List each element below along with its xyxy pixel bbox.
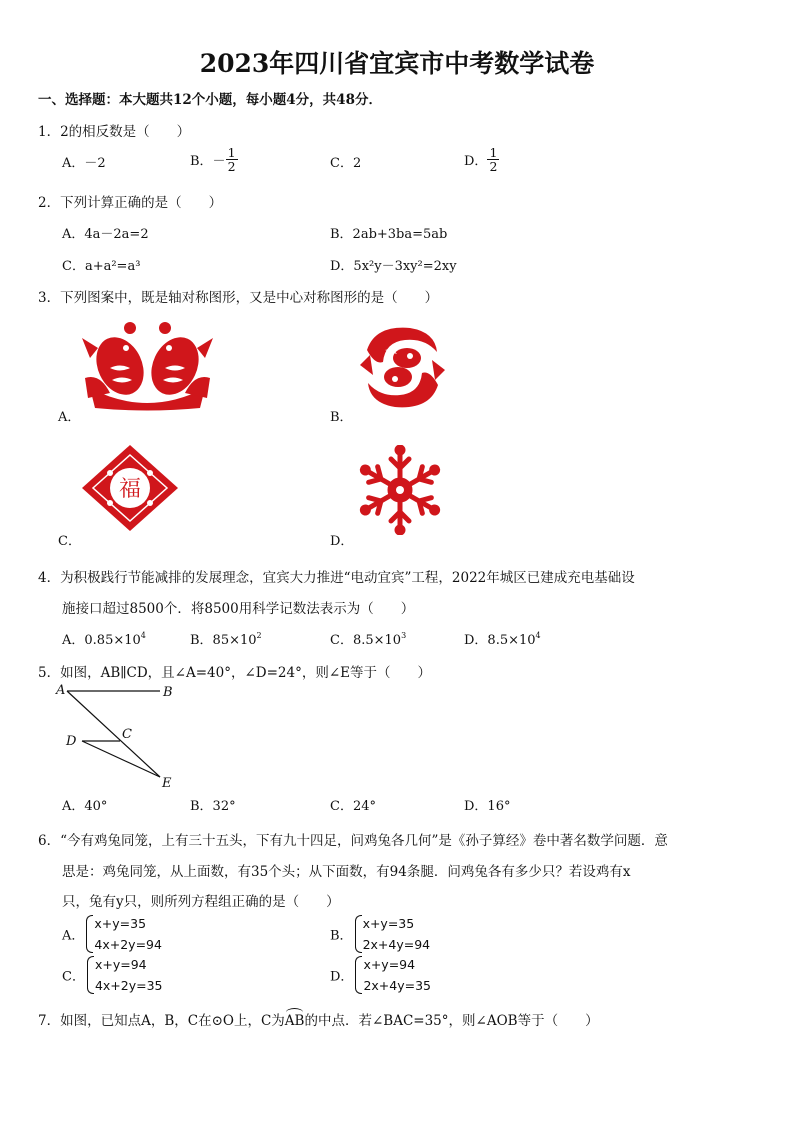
q6-option-b: B． x+y=35 2x+4y=94 [330,913,430,955]
q6-stem-line3: 只，兔有y只，则所列方程组正确的是（ ） [62,894,340,910]
q5-option-a: A．40° [62,799,108,814]
section-heading: 一、选择题：本大题共12个小题，每小题4分，共48分． [38,92,382,108]
papercut-snowflake-image [355,445,445,535]
q3-stem: 3．下列图案中，既是轴对称图形，又是中心对称图形的是（ ） [38,290,439,306]
q1-option-c: C．2 [330,156,362,171]
q1-d-fraction: $\frac{1}{2}$ [489,145,498,175]
papercut-fu-diamond-image [80,443,180,533]
q5-option-c: C．24° [330,799,376,814]
q5-geometry-figure [52,680,182,792]
papercut-swirl-image [355,320,450,415]
q3-option-a: A． [58,410,81,425]
q6-c-system: x+y=94 4x+2y=35 [85,954,163,996]
q7-stem: 7．如图，已知点A，B，C在⊙O上，C为AB的中点．若∠BAC=35°，则∠AOB等于（ ） [38,1013,599,1029]
q1-stem: 1．2的相反数是（ ） [38,124,191,140]
q1-option-a: A．－2 [62,156,106,171]
q2-option-a: A．4a－2a=2 [62,227,149,242]
q4-option-d: D．$8.5\times 10^4$ [464,631,541,648]
q3-option-d: D． [330,534,354,549]
q6-option-c: C． x+y=94 4x+2y=35 [62,954,163,996]
q3-option-b: B． [330,410,353,425]
q2-option-d: D．5x²y－3xy²=2xy [330,259,457,274]
q4-option-a: A．$0.85\times 10^4$ [62,631,146,648]
line-de [82,741,160,777]
q4-option-c: C．$8.5\times 10^3$ [330,631,407,648]
page-title: 2023年四川省宜宾市中考数学试卷 [199,49,595,78]
q2-option-b: B．2ab+3ba=5ab [330,227,448,242]
q1-option-b: B．－ $\frac{1}{2}$ [190,145,236,175]
q6-b-system: x+y=35 2x+4y=94 [353,913,431,955]
label-a: A [56,683,66,698]
q5-stem: 5．如图，AB∥CD，且∠A=40°，∠D=24°，则∠E等于（ ） [38,665,431,681]
q4-stem-line2: 施接口超过8500个．将8500用科学记数法表示为（ ） [62,601,415,617]
q6-d-system: x+y=94 2x+4y=35 [353,954,431,996]
q4-stem-line1: 4．为积极践行节能减排的发展理念，宜宾大力推进“电动宜宾”工程，2022年城区已建成充电基础设 [38,570,635,586]
q1-b-fraction: $\frac{1}{2}$ [227,145,236,175]
q6-a-system: x+y=35 4x+2y=94 [84,913,162,955]
q3-option-c: C． [58,534,81,549]
label-d: D [66,734,77,749]
label-e: E [162,776,172,791]
papercut-fish-image [80,318,215,413]
q2-option-c: C．a+a²=a³ [62,259,141,274]
q1-option-d: D． $\frac{1}{2}$ [464,145,498,175]
q6-option-a: A． x+y=35 4x+2y=94 [62,913,162,955]
q5-option-d: D．16° [464,799,511,814]
arc-ab: AB [284,1013,305,1029]
q2-stem: 2．下列计算正确的是（ ） [38,195,223,211]
line-ae [67,691,160,777]
q6-stem-line2: 思是：鸡兔同笼，从上面数，有35个头；从下面数，有94条腿．问鸡兔各有多少只？若设鸡有x [62,864,631,880]
fu-character: 福 [118,477,142,502]
label-c: C [122,727,132,742]
q4-option-b: B．$85\times 10^2$ [190,631,262,648]
q5-option-b: B．32° [190,799,236,814]
q6-option-d: D． x+y=94 2x+4y=35 [330,954,431,996]
label-b: B [163,685,173,700]
q6-stem-line1: 6．“今有鸡兔同笼，上有三十五头，下有九十四足，问鸡兔各几何”是《孙子算经》卷中著名数学问题．意 [38,833,668,849]
